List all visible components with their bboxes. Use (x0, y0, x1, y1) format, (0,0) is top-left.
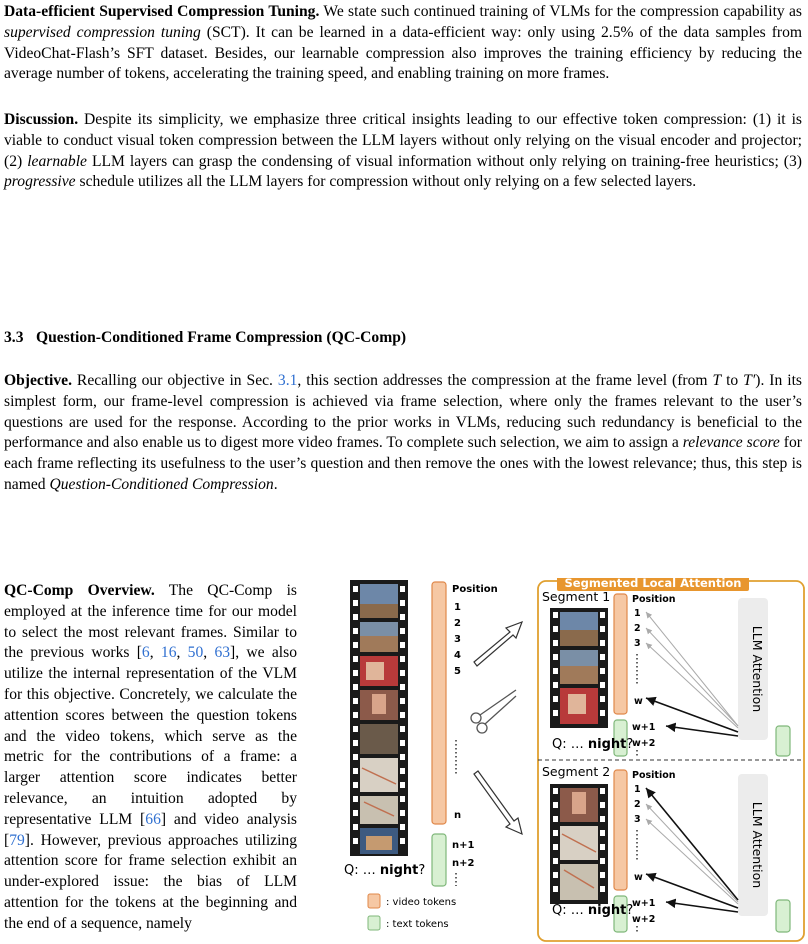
panel-title: Segmented Local Attention (564, 578, 742, 590)
citation-link[interactable]: 6 (141, 644, 150, 662)
query-text: Q: … night? (344, 863, 426, 878)
text: The QC-Comp is employed at the inference time for our model to select the most relevant frames. Similar to the previous works [ (4, 582, 297, 662)
text: schedule utilizes all the LLM layers for compression without only relying on a few selected layers. (75, 173, 697, 191)
text: (SCT). It can be learned in a data-efficient way: only using 2.5% of the data samples from VideoChat-Flash’s SFT dataset. Besides, our learnable compression also improves the training efficiency by reducing the average number of tokens, accelerating the training speed, and enabling training on more frames. (4, 23, 803, 83)
position-w: w (634, 696, 643, 707)
position-number: 2 (634, 799, 641, 810)
paragraph-heading: Data-efficient Supervised Compression Tuning. (4, 3, 320, 20)
italic-text: Question-Conditioned Compression (49, 475, 274, 493)
text: Recalling our objective in Sec. (71, 372, 278, 389)
arrow-icon (474, 622, 522, 834)
text-token-bar (432, 834, 446, 886)
paragraph-objective (4, 371, 802, 496)
legend-text-swatch (368, 916, 380, 930)
query-text: Q: … night? (552, 903, 634, 918)
film-strip-icon (550, 784, 608, 904)
citation-link[interactable]: 66 (145, 810, 161, 828)
position-number: 2 (634, 623, 641, 634)
text: to (721, 372, 744, 389)
paragraph-heading: Objective. (4, 372, 72, 389)
position-number: 2 (454, 618, 461, 629)
citation-link[interactable]: 16 (160, 644, 177, 662)
section-heading (4, 329, 406, 347)
text: for each frame reflecting its usefulness to the user’s question and then remove the ones with the lowest relevance; thus, this step is named (4, 434, 802, 493)
text: ). In its simplest form, our frame-level compression is achieved via frame selection, where only the frames relevant to the user’s questions are used for the response. According to the prior works in VLMs, reducing such redundancy is beneficial to the performance and also enable us to digest more video frames. To complete such selection, we aim to assign a (4, 372, 802, 452)
text: ]. However, previous approaches utilizing attention score for frame selection exhibit an under-explored issue: the bias of LLM attention for the tokens at the beginning and the end of a sequence, namely (4, 831, 297, 932)
qc-comp-figure (302, 578, 808, 944)
paragraph-sct (4, 2, 802, 85)
segment-2-label: Segment 2 (542, 764, 611, 779)
italic-text: supervised compression tuning (4, 23, 201, 41)
position-text: w+2 (632, 738, 656, 749)
position-number: 5 (454, 666, 461, 677)
legend-text-label: : text tokens (386, 919, 449, 930)
position-label: Position (632, 770, 676, 781)
text: We state such continued training of VLMs for the compression capability as (319, 3, 802, 20)
position-text: w+1 (632, 898, 656, 909)
film-strip-icon (350, 580, 408, 856)
segment-1-label: Segment 1 (542, 589, 611, 604)
section-number: 3.3 (4, 329, 24, 346)
position-text: n+2 (452, 858, 475, 869)
position-number: 1 (634, 608, 641, 619)
position-text: w+2 (632, 914, 656, 925)
position-number: 1 (454, 602, 461, 613)
position-label: Position (632, 594, 676, 605)
math-symbol: T′ (743, 372, 756, 389)
text: LLM layers can grasp the condensing of visual information without only relying on training-free heuristics; (3) (86, 152, 802, 170)
paragraph-heading: Discussion. (4, 111, 79, 128)
position-number: 1 (634, 784, 641, 795)
film-strip-icon (550, 608, 608, 728)
position-number: 3 (634, 814, 641, 825)
citation-link[interactable]: 63 (214, 644, 231, 662)
position-text: n+1 (452, 840, 475, 851)
scissors-icon (471, 690, 516, 733)
text: Despite its simplicity, we emphasize three critical insights leading to our effective token compression: (1) it is viable to conduct visual token compression between the LLM layers without only relying on the visual encoder and projector; (2) (4, 111, 802, 170)
video-token-bar (614, 770, 627, 890)
text: , this section addresses the compression at the frame level (from (297, 372, 713, 389)
position-text: w+1 (632, 722, 656, 733)
legend-video-swatch (368, 894, 380, 908)
citation-link[interactable]: 79 (9, 831, 25, 849)
video-token-bar (614, 594, 627, 714)
legend-video-label: : video tokens (386, 897, 457, 908)
text: ] and video analysis [ (4, 810, 297, 849)
position-number: 4 (454, 650, 461, 661)
position-number: 3 (634, 638, 641, 649)
llm-attention-label: LLM Attention (750, 625, 765, 713)
italic-text: relevance score (682, 434, 780, 452)
italic-text: learnable (27, 152, 87, 170)
paragraph-qc-comp-overview: QC-Comp Overview. The QC-Comp is employed at the inference time for our model to select the most relevant frames. Similar to the previous works [6, 16, 50, 63], we also utilize the internal representation of the VLM for this objective. Concretely, we calculate the attention scores between the question tokens and the video tokens, which serve as the metric for the contributions of a frame: a larger attention score indicates better relevance, an intuition adopted by representative LLM [66] and video analysis [79]. However, previous approaches utilizing attention score for frame selection exhibit an under-explored issue: the bias of LLM attention for the tokens at the beginning and the end of a sequence, namely (4, 582, 298, 932)
section-link[interactable]: 3.1 (277, 372, 298, 389)
text: ], we also utilize the internal representation of the VLM for this objective. Concretely, we calculate the attention scores between the question tokens and the video tokens, which serve as the metric for the contributions of a frame: a larger attention score indicates better relevance, an intuition adopted by representative LLM [ (4, 644, 298, 828)
video-token-bar (432, 582, 446, 824)
llm-attention-label: LLM Attention (750, 801, 765, 889)
position-number: 3 (454, 634, 461, 645)
citation-link[interactable]: 50 (187, 644, 204, 662)
section-title: Question-Conditioned Frame Compression (QC-Comp) (36, 329, 407, 346)
position-label: Position (452, 584, 498, 595)
query-text: Q: … night? (552, 737, 634, 752)
output-token-bar (776, 726, 790, 756)
position-w: w (634, 872, 643, 883)
position-n: n (454, 810, 462, 821)
output-token-bar (776, 900, 790, 932)
math-symbol: T (712, 372, 722, 389)
italic-text: progressive (4, 173, 76, 191)
text: . (273, 475, 278, 493)
paragraph-heading: QC-Comp Overview. (4, 582, 155, 599)
paragraph-discussion (4, 110, 802, 193)
